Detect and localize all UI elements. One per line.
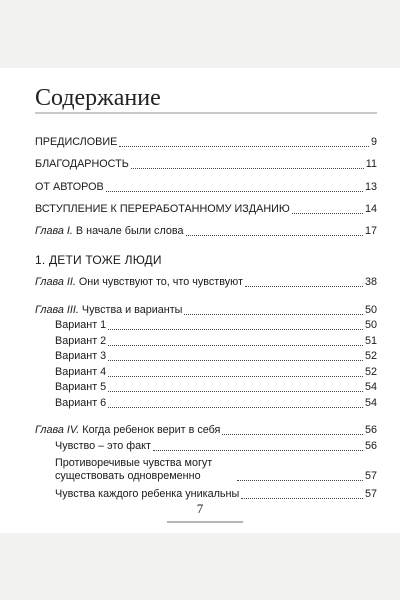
leader-dots bbox=[186, 234, 363, 236]
leader-dots bbox=[237, 479, 363, 481]
toc-entry: Глава I. В начале были слова 17 bbox=[35, 225, 377, 237]
toc-subentry: Вариант 4 52 bbox=[55, 366, 377, 378]
toc-entry: ВСТУПЛЕНИЕ К ПЕРЕРАБОТАННОМУ ИЗДАНИЮ 14 bbox=[35, 203, 377, 215]
page-title: Содержание bbox=[35, 85, 161, 111]
toc-entry: БЛАГОДАРНОСТЬ 11 bbox=[35, 158, 377, 170]
leader-dots bbox=[108, 390, 363, 392]
chapter-prefix: Глава IV. bbox=[35, 424, 80, 436]
leader-dots bbox=[108, 375, 363, 377]
leader-dots bbox=[241, 497, 363, 499]
page-number: 7 bbox=[196, 501, 204, 516]
toc-subentry: Вариант 2 51 bbox=[55, 335, 377, 347]
leader-dots bbox=[106, 190, 363, 192]
toc-subentry: Чувство – это факт 56 bbox=[55, 440, 377, 452]
toc-entry: ОТ АВТОРОВ 13 bbox=[35, 181, 377, 193]
part-heading: 1. ДЕТИ ТОЖЕ ЛЮДИ bbox=[35, 253, 162, 267]
toc-entry: Глава IV. Когда ребенок верит в себя 56 bbox=[35, 424, 377, 436]
toc-entry: Глава III. Чувства и варианты 50 bbox=[35, 304, 377, 316]
title-divider bbox=[35, 112, 377, 114]
toc-subentry: Противоречивые чувства могут существовать одновременно 57 bbox=[55, 457, 377, 482]
toc-subentry: Вариант 5 54 bbox=[55, 381, 377, 393]
chapter-prefix: Глава I. bbox=[35, 225, 73, 237]
leader-dots bbox=[108, 328, 363, 330]
chapter-prefix: Глава II. bbox=[35, 276, 76, 288]
leader-dots bbox=[119, 145, 369, 147]
leader-dots bbox=[108, 359, 363, 361]
toc-subentry: Вариант 3 52 bbox=[55, 350, 377, 362]
leader-dots bbox=[108, 406, 363, 408]
toc-entry: ПРЕДИСЛОВИЕ 9 bbox=[35, 136, 377, 148]
leader-dots bbox=[292, 212, 363, 214]
toc-subentry: Чувства каждого ребенка уникальны 57 bbox=[55, 488, 377, 500]
toc-entry: Глава II. Они чувствуют то, что чувствуют 38 bbox=[35, 276, 377, 288]
book-page bbox=[0, 68, 400, 533]
chapter-prefix: Глава III. bbox=[35, 304, 79, 316]
footer-divider bbox=[167, 521, 243, 523]
toc-subentry: Вариант 1 50 bbox=[55, 319, 377, 331]
leader-dots bbox=[184, 313, 363, 315]
leader-dots bbox=[108, 344, 363, 346]
leader-dots bbox=[153, 449, 363, 451]
toc-subentry: Вариант 6 54 bbox=[55, 397, 377, 409]
leader-dots bbox=[131, 167, 364, 169]
leader-dots bbox=[245, 285, 363, 287]
leader-dots bbox=[222, 433, 363, 435]
